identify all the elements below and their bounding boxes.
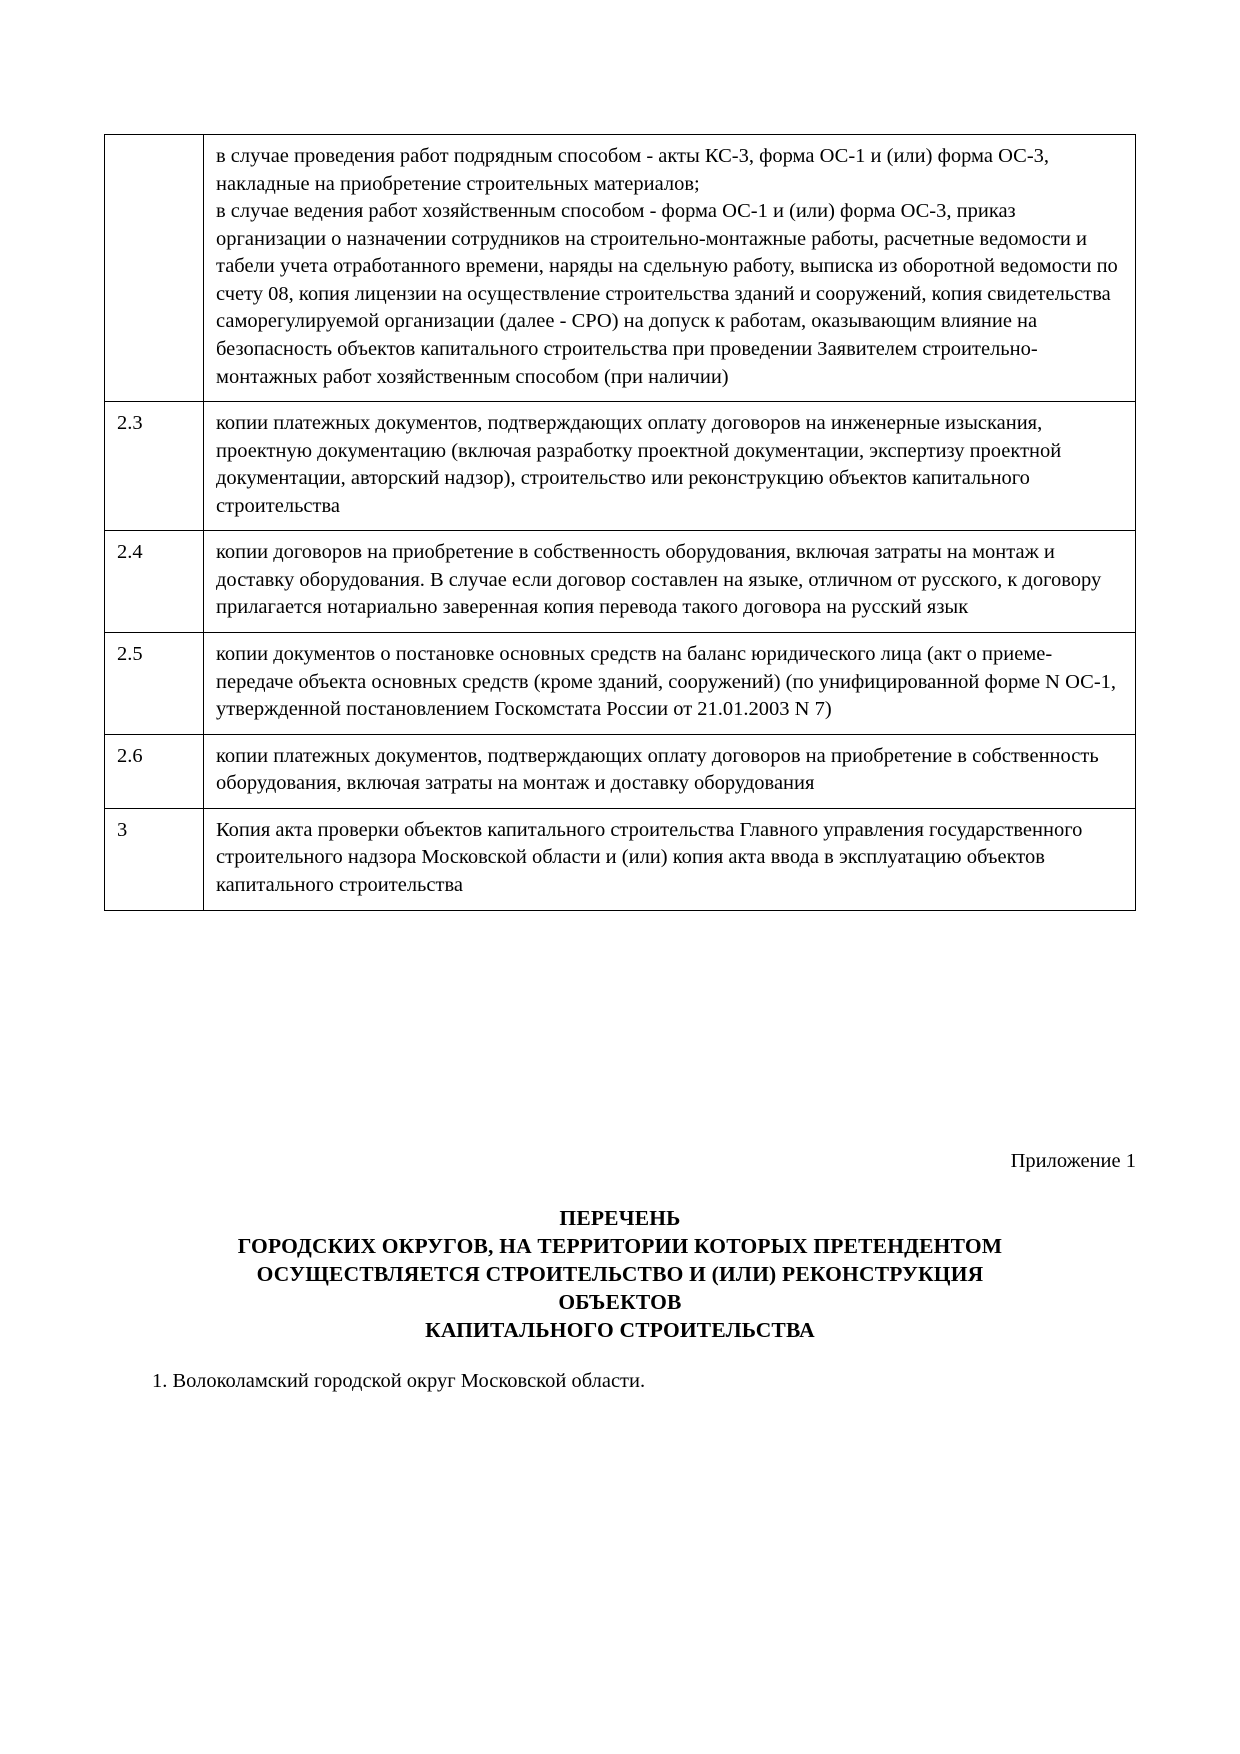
row-content xyxy=(204,633,1136,735)
row-paragraph: копии договоров на приобретение в собственность оборудования, включая затраты на монтаж и доставку оборудования. В случае если договор составлен на языке, отличном от русского, к договору прилагается нотариально заверенная копия перевода такого договора на русский язык xyxy=(216,541,1102,619)
row-content xyxy=(204,531,1136,633)
row-number: 2.4 xyxy=(105,531,204,633)
row-number: 2.3 xyxy=(105,402,204,531)
table-row xyxy=(105,135,1136,402)
row-number: 3 xyxy=(105,808,204,910)
title-line-5: КАПИТАЛЬНОГО СТРОИТЕЛЬСТВА xyxy=(425,1317,815,1342)
row-paragraph: в случае ведения работ хозяйственным способом - форма ОС-1 и (или) форма ОС-3, приказ организации о назначении сотрудников на строительно-монтажные работы, расчетные ведомости и табели учета отработанного времени, наряды на сдельную работу, выписка из оборотной ведомости по счету 08, копия лицензии на осуществление строительства зданий и сооружений, копия свидетельства саморегулируемой организации (далее - СРО) на допуск к работам, оказывающим влияние на безопасность объектов капитального строительства при проведении Заявителем строительно-монтажных работ хозяйственным способом (при наличии) xyxy=(216,200,1118,388)
row-paragraph: копии документов о постановке основных средств на баланс юридического лица (акт о приеме-передаче объекта основных средств (кроме зданий, сооружений) (по унифицированной форме N ОС-1, утвержденной постановлением Госкомстата России от 21.01.2003 N 7) xyxy=(216,643,1117,721)
title-line-2: ГОРОДСКИХ ОКРУГОВ, НА ТЕРРИТОРИИ КОТОРЫХ ПРЕТЕНДЕНТОМ xyxy=(237,1233,1003,1258)
row-paragraph: Копия акта проверки объектов капитального строительства Главного управления государственного строительного надзора Московской области и (или) копия акта ввода в эксплуатацию объектов капитального строительства xyxy=(216,818,1083,896)
table-row xyxy=(105,808,1136,910)
title-line-1: ПЕРЕЧЕНЬ xyxy=(559,1206,681,1230)
table-body xyxy=(105,135,1136,911)
row-content xyxy=(204,808,1136,910)
table-row xyxy=(105,633,1136,735)
requirements-table xyxy=(104,134,1136,911)
table-row xyxy=(105,734,1136,808)
row-content xyxy=(204,135,1136,402)
list-item: 1. Волоколамский городской округ Московской области. xyxy=(152,1370,646,1392)
row-number: 2.5 xyxy=(105,633,204,735)
page-title xyxy=(104,1205,1136,1345)
row-paragraph: в случае проведения работ подрядным способом - акты КС-3, форма ОС-1 и (или) форма ОС-3, накладные на приобретение строительных материалов; xyxy=(216,145,1050,195)
row-number xyxy=(105,135,204,402)
row-paragraph: копии платежных документов, подтверждающих оплату договоров на приобретение в собственность оборудования, включая затраты на монтаж и доставку оборудования xyxy=(216,744,1099,795)
table-row xyxy=(105,402,1136,531)
row-number: 2.6 xyxy=(105,734,204,808)
row-content xyxy=(204,734,1136,808)
row-paragraph: копии платежных документов, подтверждающих оплату договоров на инженерные изыскания, проектную документацию (включая разработку проектной документации, экспертизу проектной документации, авторский надзор), строительство или реконструкцию объектов капитального строительства xyxy=(216,412,1062,517)
table-row xyxy=(105,531,1136,633)
title-line-4: ОБЪЕКТОВ xyxy=(558,1289,682,1314)
title-line-3: ОСУЩЕСТВЛЯЕТСЯ СТРОИТЕЛЬСТВО И (ИЛИ) РЕКОНСТРУКЦИЯ xyxy=(256,1261,984,1286)
appendix-label: Приложение 1 xyxy=(1010,1150,1136,1172)
row-content xyxy=(204,402,1136,531)
